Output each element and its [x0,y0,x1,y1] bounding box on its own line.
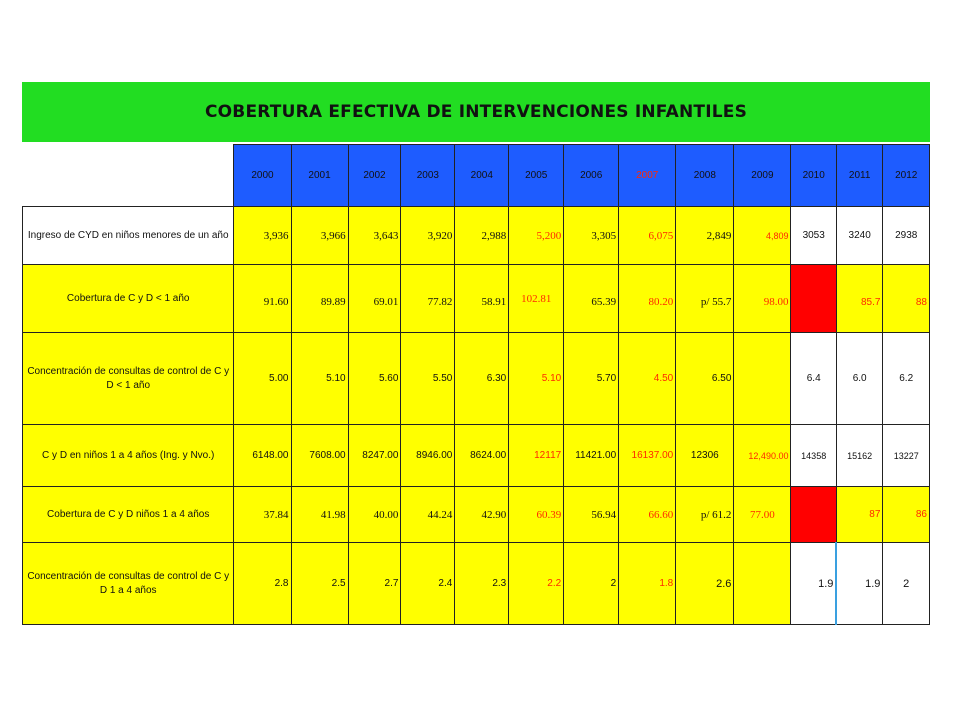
data-cell: 2.7 [348,543,401,625]
data-cell: 5.70 [564,333,619,425]
data-cell: 56.94 [564,487,619,543]
table-title-bar [22,82,930,142]
data-cell: 8247.00 [348,425,401,487]
data-cell: 2.4 [401,543,455,625]
data-cell: 6,075 [619,207,676,265]
data-cell: 2.2 [509,543,564,625]
data-cell: 2.6 [676,543,734,625]
data-cell [734,333,791,425]
data-cell: 2938 [883,207,930,265]
data-cell: 5,200 [509,207,564,265]
year-header: 2012 [883,145,930,207]
data-cell: 58.91 [455,265,509,333]
data-cell: 2 [883,543,930,625]
data-cell: 88 [883,265,930,333]
data-cell: 2 [564,543,619,625]
data-cell: 11421.00 [564,425,619,487]
data-cell: 3,920 [401,207,455,265]
data-cell: 1.9 [791,543,836,625]
year-header: 2011 [836,145,883,207]
data-cell: 6.30 [455,333,509,425]
year-header: 2001 [291,145,348,207]
year-header: 2003 [401,145,455,207]
data-cell: 5.60 [348,333,401,425]
data-cell: 2,988 [455,207,509,265]
row-label: Concentración de consultas de control de C y D 1 a 4 años [23,543,234,625]
table-title: COBERTURA EFECTIVA DE INTERVENCIONES INFANTILES [204,102,748,122]
table-row [23,207,930,265]
data-cell: 1.9 [836,543,883,625]
coverage-table [22,144,930,625]
data-cell: 44.24 [401,487,455,543]
data-cell: 65.39 [564,265,619,333]
data-cell: 3,966 [291,207,348,265]
year-header: 2006 [564,145,619,207]
corner-cell [23,145,234,207]
data-cell: 5.10 [291,333,348,425]
row-label: C y D en niños 1 a 4 años (Ing. y Nvo.) [23,425,234,487]
data-cell: 60.39 [509,487,564,543]
data-cell: 86 [883,487,930,543]
data-cell: 5.10 [509,333,564,425]
year-header: 2010 [791,145,836,207]
data-cell: 91.60 [234,265,291,333]
year-header: 2008 [676,145,734,207]
table-row [23,425,930,487]
data-cell: 40.00 [348,487,401,543]
data-cell: 3,643 [348,207,401,265]
data-cell: 41.98 [291,487,348,543]
data-cell: 77.82 [401,265,455,333]
data-cell: 12117 [509,425,564,487]
data-cell: 3053 [791,207,836,265]
data-cell: 14358 [791,425,836,487]
data-cell: 5.50 [401,333,455,425]
data-cell: 6.2 [883,333,930,425]
data-cell: 42.90 [455,487,509,543]
data-cell: 12306 [676,425,734,487]
data-cell: 37.84 [234,487,291,543]
table-row [23,543,930,625]
data-cell: 5.00 [234,333,291,425]
data-cell: 66.60 [619,487,676,543]
row-label: Ingreso de CYD en niños menores de un año [23,207,234,265]
year-header: 2000 [234,145,291,207]
data-cell: 2.3 [455,543,509,625]
data-cell: 8946.00 [401,425,455,487]
row-label: Cobertura de C y D < 1 año [23,265,234,333]
data-cell: 4.50 [619,333,676,425]
data-cell: 2.8 [234,543,291,625]
data-cell: 12,490.00 [734,425,791,487]
data-cell: 6.4 [791,333,836,425]
data-cell: 85.7 [836,265,883,333]
data-cell: 87 [836,487,883,543]
data-cell: 6148.00 [234,425,291,487]
data-cell: p/ 61.2 [676,487,734,543]
table-row [23,487,930,543]
data-cell: 2,849 [676,207,734,265]
data-cell: 80.20 [619,265,676,333]
alert-cell [791,265,836,333]
row-label: Cobertura de C y D niños 1 a 4 años [23,487,234,543]
year-header-row [23,145,930,207]
data-cell: 2.5 [291,543,348,625]
data-cell: 4,809 [734,207,791,265]
data-cell: 15162 [836,425,883,487]
data-cell: 6.50 [676,333,734,425]
table-row [23,333,930,425]
data-cell: 16137.00 [619,425,676,487]
data-cell: 3240 [836,207,883,265]
data-cell: 77.00 [734,487,791,543]
data-cell: 3,305 [564,207,619,265]
data-cell: 102.81 [509,265,564,333]
data-cell: 3,936 [234,207,291,265]
year-header: 2005 [509,145,564,207]
year-header: 2007 [619,145,676,207]
year-header: 2009 [734,145,791,207]
table-row [23,265,930,333]
data-cell: 69.01 [348,265,401,333]
data-cell: 98.00 [734,265,791,333]
alert-cell [791,487,836,543]
data-cell: 89.89 [291,265,348,333]
data-cell: 6.0 [836,333,883,425]
row-label: Concentración de consultas de control de C y D < 1 año [23,333,234,425]
data-cell: 8624.00 [455,425,509,487]
data-cell: 13227 [883,425,930,487]
data-cell [734,543,791,625]
year-header: 2002 [348,145,401,207]
year-header: 2004 [455,145,509,207]
data-cell: 1.8 [619,543,676,625]
data-cell: p/ 55.7 [676,265,734,333]
data-cell: 7608.00 [291,425,348,487]
